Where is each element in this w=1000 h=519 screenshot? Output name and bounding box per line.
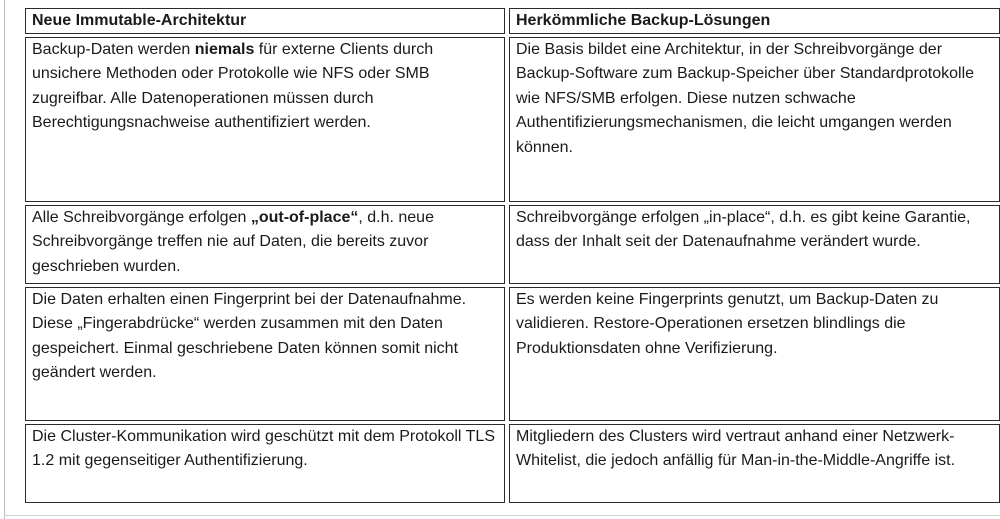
- row-1-conventional-cell: Die Basis bildet eine Architektur, in der Schreibvorgänge der Backup-Software zum Backup-Speicher über Standardprotokolle wie NFS/SMB erfolgen. Diese nutzen schwache Authentifizierungsmechanismen, die leicht umgangen werden können.: [509, 37, 1000, 202]
- comparison-table: [21, 5, 1000, 506]
- row-2-conventional-cell: Schreibvorgänge erfolgen „in-place“, d.h. es gibt keine Garantie, dass der Inhalt seit der Datenaufnahme verändert wurde.: [509, 205, 1000, 284]
- cell-emphasis: „out-of-place“: [250, 209, 359, 226]
- row-4-immutable-cell: [25, 424, 505, 503]
- cell-text: Die Cluster-Kommunikation wird geschützt mit dem Protokoll TLS 1.2 mit gegenseitiger Authentifizierung.: [32, 428, 495, 470]
- page-left-rule: [4, 0, 5, 519]
- row-2-immutable-cell: [25, 205, 505, 284]
- table-row: [25, 424, 1000, 503]
- table-row: [25, 37, 1000, 202]
- cell-text: Alle Schreibvorgänge erfolgen: [32, 209, 251, 226]
- header-conventional-backup: Herkömmliche Backup-Lösungen: [509, 8, 1000, 34]
- page-bottom-rule: [4, 515, 1000, 516]
- cell-text: Backup-Daten werden: [32, 41, 195, 58]
- table-row: [25, 287, 1000, 421]
- row-3-conventional-cell: Es werden keine Fingerprints genutzt, um Backup-Daten zu validieren. Restore-Operationen ersetzen blindlings die Produktionsdaten ohne Verifizierung.: [509, 287, 1000, 421]
- cell-text: Die Daten erhalten einen Fingerprint bei der Datenaufnahme. Diese „Fingerabdrücke“ werden zusammen mit den Daten gespeichert. Einmal geschriebene Daten können somit nicht geändert werden.: [32, 291, 467, 382]
- row-3-immutable-cell: [25, 287, 505, 421]
- cell-text: für externe Clients durch unsichere Methoden oder Protokolle wie NFS oder SMB zugreifbar. Alle Datenoperationen müssen durch Berechtigungsnachweise authentifiziert werden.: [32, 41, 434, 132]
- header-immutable-architecture: Neue Immutable-Architektur: [25, 8, 505, 34]
- row-4-conventional-cell: Mitgliedern des Clusters wird vertraut anhand einer Netzwerk-Whitelist, die jedoch anfällig für Man-in-the-Middle-Angriffe ist.: [509, 424, 1000, 503]
- cell-text: , d.h. neue Schreibvorgänge treffen nie auf Daten, die bereits zuvor geschrieben wurden.: [32, 209, 434, 275]
- table-row: [25, 205, 1000, 284]
- cell-emphasis: niemals: [194, 41, 255, 58]
- row-1-immutable-cell: [25, 37, 505, 202]
- table-header-row: [25, 8, 1000, 34]
